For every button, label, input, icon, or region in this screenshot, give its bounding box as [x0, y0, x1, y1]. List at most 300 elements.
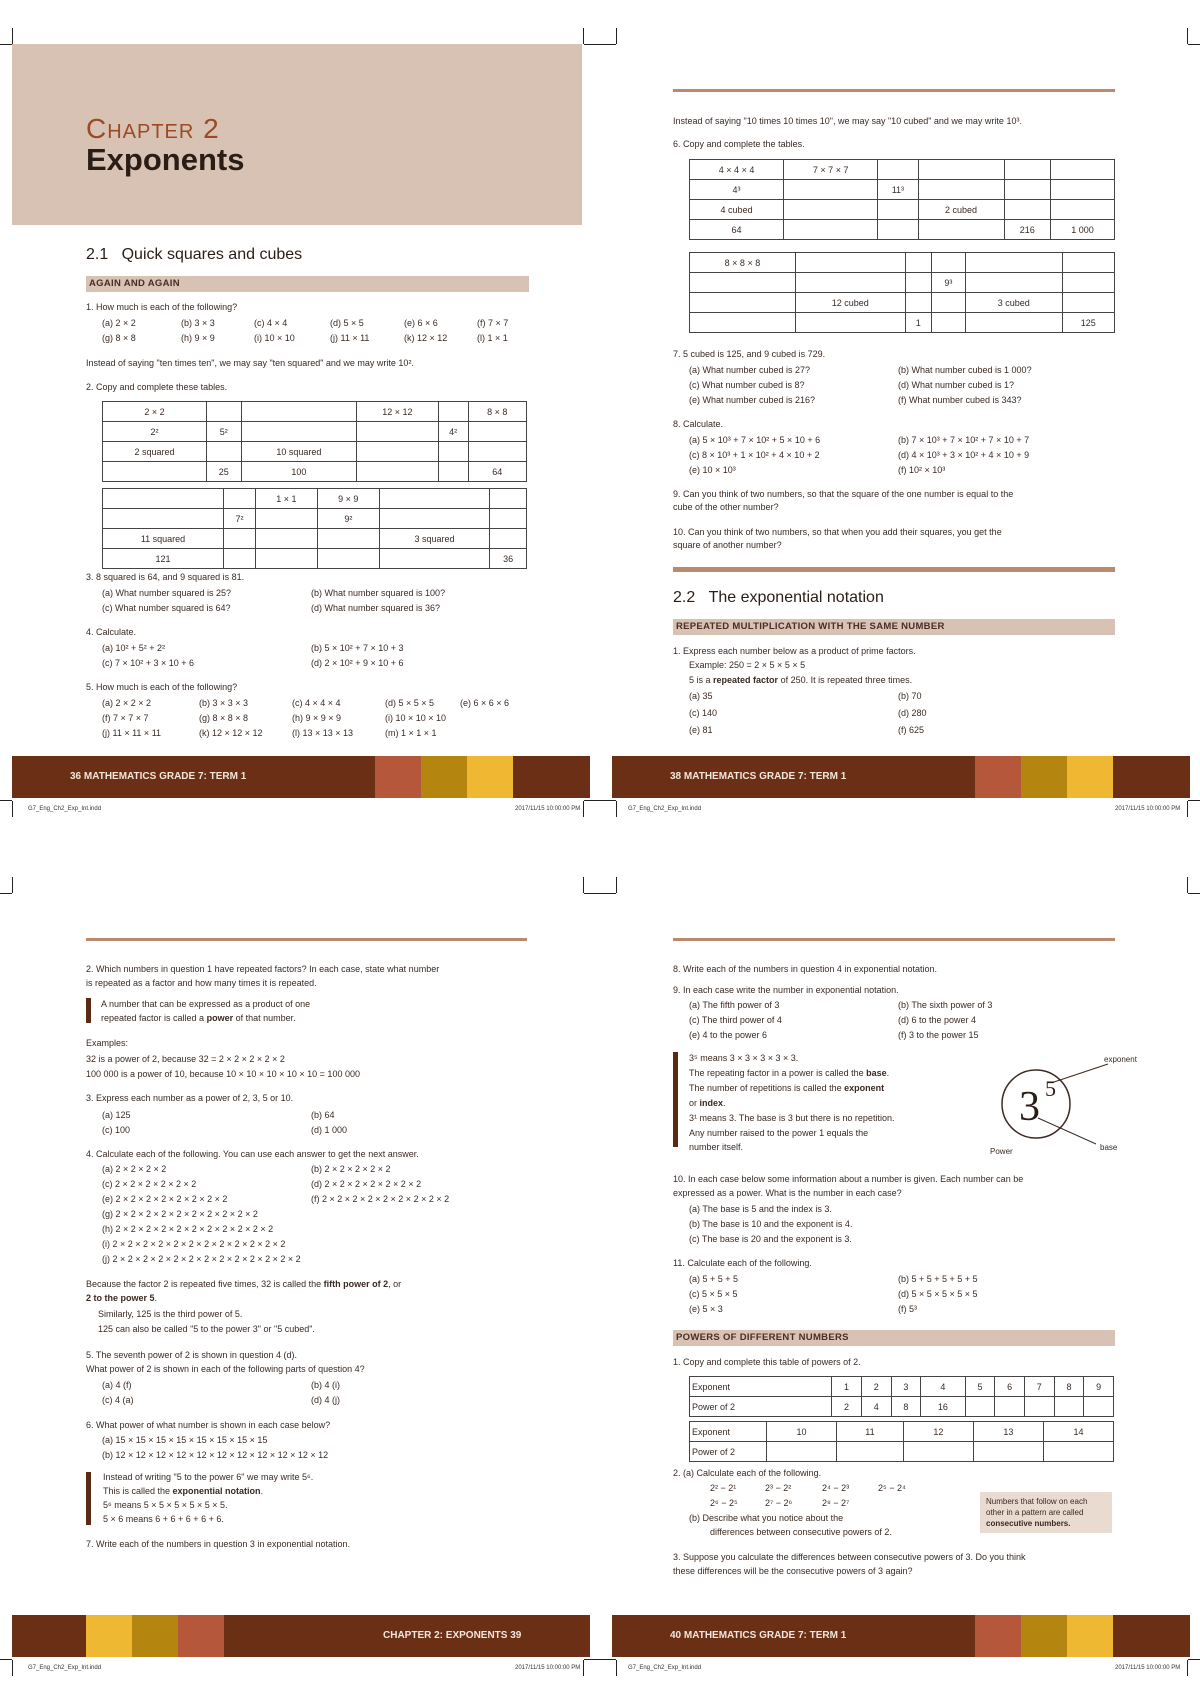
notation-text-3: 5⁶ means 5 × 5 × 5 × 5 × 5 × 5. — [103, 1500, 228, 1510]
base-exponent-text: The number of repetitions is called the exponent — [689, 1083, 885, 1093]
table-cell: 4 — [861, 1397, 891, 1417]
q5-part: (c) 4 (a) — [102, 1395, 134, 1405]
q1-part: (a) 2 × 2 — [102, 318, 136, 328]
slug-right: 2017/11/15 10:00:00 PM — [515, 1665, 581, 1671]
q11-part: (b) 5 + 5 + 5 + 5 + 5 — [898, 1274, 978, 1284]
q7-part: (b) What number cubed is 1 000? — [898, 365, 1032, 375]
consecutive-note — [980, 1492, 1112, 1533]
crop-mark — [616, 28, 617, 44]
base-arrow — [1038, 1118, 1096, 1144]
q1-part: (c) 4 × 4 — [254, 318, 288, 328]
squares-table-2 — [102, 488, 527, 569]
question-8: 8. Write each of the numbers in question 4 in exponential notation. — [673, 964, 938, 974]
table-cell: 11 squared — [103, 529, 224, 549]
label-power: Power — [990, 1147, 1013, 1156]
table-cell — [1051, 180, 1115, 200]
table-cell — [317, 549, 379, 569]
q3-part: (d) What number squared is 36? — [311, 603, 441, 613]
table-cell: 8 — [1054, 1377, 1084, 1397]
q6-part: (b) 12 × 12 × 12 × 12 × 12 × 12 × 12 × 12 × 12 × 12 × 12 — [102, 1450, 329, 1460]
question-4: 4. Calculate. — [86, 627, 137, 637]
q5-part: (h) 9 × 9 × 9 — [292, 713, 342, 723]
table-cell: 2 × 2 — [103, 402, 207, 422]
question-2-cont: is repeated as a factor and how many times it is repeated. — [86, 978, 317, 988]
chapter-label: Chapter 2 — [86, 113, 220, 144]
q5-part: (e) 6 × 6 × 6 — [460, 698, 510, 708]
table-cell: 14 — [1043, 1422, 1113, 1442]
base-exponent-text: number itself. — [689, 1142, 744, 1152]
base-exponent-text: The repeating factor in a power is called the base. — [689, 1068, 890, 1078]
examples-label: Examples: — [86, 1038, 129, 1048]
table-cell: 64 — [690, 220, 784, 240]
table-cell — [1051, 200, 1115, 220]
table-cell — [795, 253, 905, 273]
table-cell — [206, 402, 241, 422]
page-38 — [600, 0, 1200, 848]
table-cell — [438, 442, 468, 462]
q5-part: (g) 8 × 8 × 8 — [199, 713, 249, 723]
crop-mark — [583, 28, 584, 44]
table-cell: 9 — [1084, 1377, 1114, 1397]
table-cell: 10 squared — [241, 442, 357, 462]
q4-part: (h) 2 × 2 × 2 × 2 × 2 × 2 × 2 × 2 × 2 × 2 × 2 — [102, 1224, 274, 1234]
table-cell — [379, 549, 489, 569]
q7-part: (e) What number cubed is 216? — [689, 395, 816, 405]
q2-expr: 2⁶ − 2⁵ — [710, 1498, 738, 1508]
table-cell — [1024, 1397, 1054, 1417]
table-cell: 4² — [438, 422, 468, 442]
table-cell — [241, 422, 357, 442]
table-cell — [878, 200, 918, 220]
table-cell — [1084, 1397, 1114, 1417]
q4-part: (c) 7 × 10² + 3 × 10 + 6 — [102, 658, 195, 668]
q9-part: (c) The third power of 4 — [689, 1015, 782, 1025]
table-cell: 9³ — [931, 273, 965, 293]
q8-part: (c) 8 × 10³ + 1 × 10² + 4 × 10 + 2 — [689, 450, 820, 460]
table-cell: 4 cubed — [690, 200, 784, 220]
q9-part: (b) The sixth power of 3 — [898, 1000, 993, 1010]
slug-left: G7_Eng_Ch2_Exp_Int.indd — [28, 1665, 102, 1671]
repeated-factor-text: 5 is a repeated factor of 250. It is repeated three times. — [689, 675, 913, 685]
q11-part: (f) 5³ — [898, 1304, 917, 1314]
example-2: 100 000 is a power of 10, because 10 × 10 × 10 × 10 × 10 = 100 000 — [86, 1069, 360, 1079]
table-cell — [357, 462, 438, 482]
q5-part: (d) 4 (j) — [311, 1395, 340, 1405]
table-cell — [795, 313, 905, 333]
table-cell — [1004, 180, 1051, 200]
table-cell: 2 — [832, 1397, 862, 1417]
question-1: 1. How much is each of the following? — [86, 302, 238, 312]
table-cell: 1 — [832, 1377, 862, 1397]
table-cell — [490, 489, 527, 509]
table-cell: 12 × 12 — [357, 402, 438, 422]
table-cell — [965, 1397, 995, 1417]
table-cell: 3 cubed — [965, 293, 1062, 313]
label-base: base — [1100, 1143, 1118, 1152]
table-cell — [837, 1442, 904, 1462]
question-10: 10. Can you think of two numbers, so that when you add their squares, you get the — [673, 527, 1002, 537]
table-cell: 3 squared — [379, 529, 489, 549]
crop-mark — [584, 893, 600, 894]
q1-part: (f) 625 — [898, 725, 925, 735]
q5-part: (m) 1 × 1 × 1 — [385, 728, 437, 738]
crop-mark — [583, 877, 584, 893]
q5-part: (b) 3 × 3 × 3 — [199, 698, 249, 708]
page-40 — [600, 849, 1200, 1697]
similarly-text: Similarly, 125 is the third power of 5. — [98, 1309, 243, 1319]
q6-part: (a) 15 × 15 × 15 × 15 × 15 × 15 × 15 × 15 — [102, 1435, 268, 1445]
table-cell: 13 — [973, 1422, 1043, 1442]
table-cell — [103, 489, 224, 509]
top-rule — [86, 938, 527, 941]
crop-mark — [616, 801, 617, 817]
question-11: 11. Calculate each of the following. — [673, 1258, 812, 1268]
q4-part: (f) 2 × 2 × 2 × 2 × 2 × 2 × 2 × 2 × 2 — [311, 1194, 450, 1204]
note-line: consecutive numbers. — [986, 1519, 1071, 1528]
q1-part: (l) 1 × 1 — [477, 333, 508, 343]
q9-part: (e) 4 to the power 6 — [689, 1030, 768, 1040]
q3-part: (c) 100 — [102, 1125, 131, 1135]
band-repeated-multiplication: REPEATED MULTIPLICATION WITH THE SAME NUMBER — [673, 619, 1115, 635]
question-1: 1. Express each number below as a product of prime factors. — [673, 646, 916, 656]
crop-mark — [12, 28, 13, 44]
label-exponent: exponent — [1104, 1055, 1137, 1064]
q2-expr: 2⁷ − 2⁶ — [765, 1498, 793, 1508]
crop-mark — [0, 800, 12, 801]
q3-part: (c) What number squared is 64? — [102, 603, 231, 613]
question-3: 3. Express each number as a power of 2, 3, 5 or 10. — [86, 1093, 294, 1103]
crop-mark — [616, 877, 617, 893]
crop-mark — [1188, 44, 1200, 45]
table-cell — [468, 442, 526, 462]
q4-part: (b) 5 × 10² + 7 × 10 + 3 — [311, 643, 404, 653]
q4-part: (e) 2 × 2 × 2 × 2 × 2 × 2 × 2 × 2 — [102, 1194, 228, 1204]
table-cell — [255, 549, 317, 569]
table-cell: 1 000 — [1051, 220, 1115, 240]
table-cell: 4 — [921, 1377, 965, 1397]
q5-part: (a) 2 × 2 × 2 — [102, 698, 152, 708]
example-1: 32 is a power of 2, because 32 = 2 × 2 × 2 × 2 × 2 — [86, 1054, 285, 1064]
table-cell — [1004, 200, 1051, 220]
page-36 — [0, 0, 600, 848]
exponent-arrow — [1054, 1064, 1108, 1082]
q2-expr: 2² − 2¹ — [710, 1483, 737, 1493]
crop-mark — [583, 1660, 584, 1676]
table-cell: 121 — [103, 549, 224, 569]
q1-part: (j) 11 × 11 — [330, 333, 370, 343]
crop-mark — [584, 800, 600, 801]
table-cell — [918, 220, 1004, 240]
table-cell — [438, 402, 468, 422]
table-cell: 11 — [837, 1422, 904, 1442]
q7-part: (c) What number cubed is 8? — [689, 380, 805, 390]
q9-part: (f) 3 to the power 15 — [898, 1030, 979, 1040]
diagram-base-digit: 3 — [1019, 1084, 1040, 1130]
question-9: 9. Can you think of two numbers, so that the square of the one number is equal to the — [673, 489, 1014, 499]
table-cell — [103, 509, 224, 529]
table-cell — [1051, 160, 1115, 180]
table-cell — [690, 273, 796, 293]
q2-expr: 2³ − 2² — [765, 1483, 792, 1493]
crop-mark — [1187, 28, 1188, 44]
table-cell — [490, 509, 527, 529]
q4-part: (c) 2 × 2 × 2 × 2 × 2 × 2 — [102, 1179, 197, 1189]
crop-mark — [1187, 877, 1188, 893]
table-cell: 2 cubed — [918, 200, 1004, 220]
q5-part: (d) 5 × 5 × 5 — [385, 698, 435, 708]
crop-mark — [600, 1659, 616, 1660]
question-1: 1. Copy and complete this table of powers of 2. — [673, 1357, 861, 1367]
q5-part: (j) 11 × 11 × 11 — [102, 728, 162, 738]
table-cell — [317, 529, 379, 549]
q4-part: (d) 2 × 2 × 2 × 2 × 2 × 2 × 2 — [311, 1179, 422, 1189]
q1-part: (d) 5 × 5 — [330, 318, 364, 328]
q1-part: (a) 35 — [689, 691, 713, 701]
table-cell — [490, 529, 527, 549]
power-definition-2: repeated factor is called a power of that number. — [101, 1013, 296, 1023]
notation-text-4: 5 × 6 means 6 + 6 + 6 + 6 + 6. — [103, 1514, 224, 1524]
q3-part: (a) What number squared is 25? — [102, 588, 232, 598]
q1-part: (c) 140 — [689, 708, 718, 718]
table-cell: 10 — [767, 1422, 837, 1442]
q1-part: (f) 7 × 7 — [477, 318, 509, 328]
q8-part: (b) 7 × 10³ + 7 × 10² + 7 × 10 + 7 — [898, 435, 1030, 445]
q9-part: (d) 6 to the power 4 — [898, 1015, 977, 1025]
table-cell: 2 squared — [103, 442, 207, 462]
table-cell: 8 × 8 — [468, 402, 526, 422]
q8-part: (f) 10² × 10³ — [898, 465, 946, 475]
table-cell — [690, 293, 796, 313]
chapter-title: Exponents — [86, 142, 245, 177]
crop-mark — [1187, 801, 1188, 817]
table-cell: Exponent — [690, 1377, 832, 1397]
section-rule — [673, 567, 1115, 572]
crop-mark — [584, 44, 600, 45]
section-title: The exponential notation — [708, 589, 884, 606]
table-cell — [905, 273, 931, 293]
top-rule — [673, 89, 1115, 92]
question-6: 6. Copy and complete the tables. — [673, 139, 805, 149]
crop-mark — [0, 893, 12, 894]
table-cell — [931, 253, 965, 273]
question-7: 7. 5 cubed is 125, and 9 cubed is 729. — [673, 349, 826, 359]
slug-left: G7_Eng_Ch2_Exp_Int.indd — [628, 1665, 702, 1671]
q1-part: (h) 9 × 9 — [181, 333, 215, 343]
slug-right: 2017/11/15 10:00:00 PM — [1115, 1665, 1181, 1671]
footer-text: 40 MATHEMATICS GRADE 7: TERM 1 — [670, 1630, 847, 1641]
crop-mark — [600, 893, 616, 894]
table-cell — [357, 442, 438, 462]
question-10: 10. In each case below some information about a number is given. Each number can be — [673, 1174, 1024, 1184]
slug-left: G7_Eng_Ch2_Exp_Int.indd — [628, 806, 702, 812]
table-cell: 216 — [1004, 220, 1051, 240]
info-bar — [673, 1052, 678, 1147]
q8-part: (e) 10 × 10³ — [689, 465, 736, 475]
table-cell — [690, 313, 796, 333]
also-text: 125 can also be called "5 to the power 3" or "5 cubed". — [98, 1324, 315, 1334]
q11-part: (e) 5 × 3 — [689, 1304, 723, 1314]
question-9-cont: cube of the other number? — [673, 502, 779, 512]
q1-part: (b) 70 — [898, 691, 922, 701]
table-cell: 16 — [921, 1397, 965, 1417]
q4-part: (d) 2 × 10² + 9 × 10 + 6 — [311, 658, 404, 668]
table-cell — [878, 220, 918, 240]
power-diagram — [988, 1054, 1148, 1164]
table-cell — [795, 273, 905, 293]
cubes-table-2 — [689, 252, 1115, 333]
q1-part: (d) 280 — [898, 708, 927, 718]
table-cell: Power of 2 — [690, 1442, 767, 1462]
table-cell — [784, 220, 878, 240]
q8-part: (d) 4 × 10³ + 3 × 10² + 4 × 10 + 9 — [898, 450, 1030, 460]
table-cell — [784, 180, 878, 200]
notation-text-1: Instead of writing "5 to the power 6" we may write 5⁶. — [103, 1472, 314, 1482]
table-cell: 3 — [891, 1377, 921, 1397]
table-cell: 5² — [206, 422, 241, 442]
table-cell — [995, 1397, 1025, 1417]
table-cell — [438, 462, 468, 482]
table-cell — [468, 422, 526, 442]
because-text-1: Because the factor 2 is repeated five times, 32 is called the fifth power of 2, or — [86, 1279, 402, 1289]
q4-part: (a) 2 × 2 × 2 × 2 — [102, 1164, 167, 1174]
slug-right: 2017/11/15 10:00:00 PM — [515, 806, 581, 812]
q5-part: (k) 12 × 12 × 12 — [199, 728, 263, 738]
q4-part: (j) 2 × 2 × 2 × 2 × 2 × 2 × 2 × 2 × 2 × 2 × 2 × 2 × 2 — [102, 1254, 301, 1264]
q2b-text: differences between consecutive powers of 2. — [710, 1527, 892, 1537]
q10-part: (c) The base is 20 and the exponent is 3. — [689, 1234, 852, 1244]
table-cell: 5 — [965, 1377, 995, 1397]
q1-part: (e) 6 × 6 — [404, 318, 438, 328]
question-2: 2. Which numbers in question 1 have repeated factors? In each case, state what number — [86, 964, 440, 974]
table-cell: 9² — [317, 509, 379, 529]
q7-part: (a) What number cubed is 27? — [689, 365, 811, 375]
table-cell: 12 cubed — [795, 293, 905, 313]
cubes-table-1 — [689, 159, 1115, 240]
question-10-cont: square of another number? — [673, 540, 782, 550]
instead-text: Instead of saying "ten times ten", we may say "ten squared" and we may write 10². — [86, 358, 414, 368]
table-cell — [379, 489, 489, 509]
section-number: 2.1 — [86, 246, 109, 263]
question-6: 6. What power of what number is shown in each case below? — [86, 1420, 331, 1430]
table-cell: 11³ — [878, 180, 918, 200]
q5-part: (i) 10 × 10 × 10 — [385, 713, 447, 723]
table-cell — [965, 253, 1062, 273]
base-exponent-text: or index. — [689, 1098, 726, 1108]
q3-part: (d) 1 000 — [311, 1125, 348, 1135]
section-title: Quick squares and cubes — [121, 246, 303, 263]
powers-of-2-table-2 — [689, 1421, 1114, 1462]
note-line: other in a pattern are called — [986, 1508, 1084, 1517]
q1-part: (k) 12 × 12 — [404, 333, 448, 343]
question-8: 8. Calculate. — [673, 419, 724, 429]
base-exponent-text: 3¹ means 3. The base is 3 but there is no repetition. — [689, 1113, 895, 1123]
base-exponent-text: Any number raised to the power 1 equals the — [689, 1128, 869, 1138]
table-cell: 4 × 4 × 4 — [690, 160, 784, 180]
table-cell — [1054, 1397, 1084, 1417]
crop-mark — [1187, 1660, 1188, 1676]
table-cell — [206, 442, 241, 462]
q4-part: (g) 2 × 2 × 2 × 2 × 2 × 2 × 2 × 2 × 2 × 2 — [102, 1209, 258, 1219]
table-cell — [918, 160, 1004, 180]
table-cell — [1043, 1442, 1113, 1462]
q5-part: (l) 13 × 13 × 13 — [292, 728, 354, 738]
q11-part: (a) 5 + 5 + 5 — [689, 1274, 739, 1284]
table-cell — [1062, 253, 1114, 273]
crop-mark — [12, 801, 13, 817]
table-cell: 4³ — [690, 180, 784, 200]
q1-part: (i) 10 × 10 — [254, 333, 295, 343]
q5-part: (f) 7 × 7 × 7 — [102, 713, 149, 723]
footer-text: 36 MATHEMATICS GRADE 7: TERM 1 — [70, 771, 247, 782]
crop-mark — [1188, 1659, 1200, 1660]
power-definition-1: A number that can be expressed as a product of one — [101, 999, 311, 1009]
table-cell — [103, 462, 207, 482]
q3-part: (b) What number squared is 100? — [311, 588, 446, 598]
table-cell: Power of 2 — [690, 1397, 832, 1417]
table-cell: 64 — [468, 462, 526, 482]
page-39 — [0, 849, 600, 1697]
table-cell — [224, 549, 256, 569]
table-cell — [767, 1442, 837, 1462]
slug-left: G7_Eng_Ch2_Exp_Int.indd — [28, 806, 102, 812]
q10-part: (a) The base is 5 and the index is 3. — [689, 1204, 832, 1214]
table-cell: Exponent — [690, 1422, 767, 1442]
diagram-exponent-digit: 5 — [1045, 1076, 1056, 1101]
question-2: 2. (a) Calculate each of the following. — [673, 1468, 822, 1478]
q2-expr: 2⁴ − 2³ — [822, 1483, 850, 1493]
q2-expr: 2⁸ − 2⁷ — [822, 1498, 850, 1508]
question-2: 2. Copy and complete these tables. — [86, 382, 228, 392]
question-5-cont: What power of 2 is shown in each of the following parts of question 4? — [86, 1364, 365, 1374]
table-cell — [357, 422, 438, 442]
base-exponent-text: 3⁵ means 3 × 3 × 3 × 3 × 3. — [689, 1053, 799, 1063]
top-rule — [673, 938, 1115, 941]
slug-right: 2017/11/15 10:00:00 PM — [1115, 806, 1181, 812]
crop-mark — [583, 801, 584, 817]
table-cell: 12 — [903, 1422, 973, 1442]
table-cell: 36 — [490, 549, 527, 569]
table-cell — [878, 160, 918, 180]
table-cell — [931, 293, 965, 313]
table-cell — [965, 273, 1062, 293]
q5-part: (c) 4 × 4 × 4 — [292, 698, 341, 708]
band-powers-of-different-numbers: POWERS OF DIFFERENT NUMBERS — [673, 1330, 1115, 1346]
footer-text: 38 MATHEMATICS GRADE 7: TERM 1 — [670, 771, 847, 782]
section-number: 2.2 — [673, 589, 696, 606]
question-3: 3. 8 squared is 64, and 9 squared is 81. — [86, 572, 245, 582]
q1-part: (b) 3 × 3 — [181, 318, 215, 328]
q5-part: (a) 4 (f) — [102, 1380, 132, 1390]
band-again-and-again: AGAIN AND AGAIN — [86, 276, 529, 292]
question-7: 7. Write each of the numbers in question 3 in exponential notation. — [86, 1539, 351, 1549]
crop-mark — [1188, 800, 1200, 801]
table-cell — [379, 509, 489, 529]
q2b-text: (b) Describe what you notice about the — [689, 1513, 844, 1523]
table-cell — [905, 293, 931, 313]
table-cell — [973, 1442, 1043, 1462]
q5-part: (b) 4 (i) — [311, 1380, 340, 1390]
instead-text: Instead of saying "10 times 10 times 10", we may say "10 cubed" and we may write 10³. — [673, 116, 1022, 126]
table-cell: 2 — [861, 1377, 891, 1397]
table-cell — [255, 529, 317, 549]
crop-mark — [0, 1659, 12, 1660]
question-5: 5. The seventh power of 2 is shown in question 4 (d). — [86, 1350, 297, 1360]
q11-part: (d) 5 × 5 × 5 × 5 × 5 — [898, 1289, 978, 1299]
table-cell — [784, 200, 878, 220]
table-cell: 1 — [905, 313, 931, 333]
table-cell — [905, 253, 931, 273]
q3-part: (b) 64 — [311, 1110, 335, 1120]
